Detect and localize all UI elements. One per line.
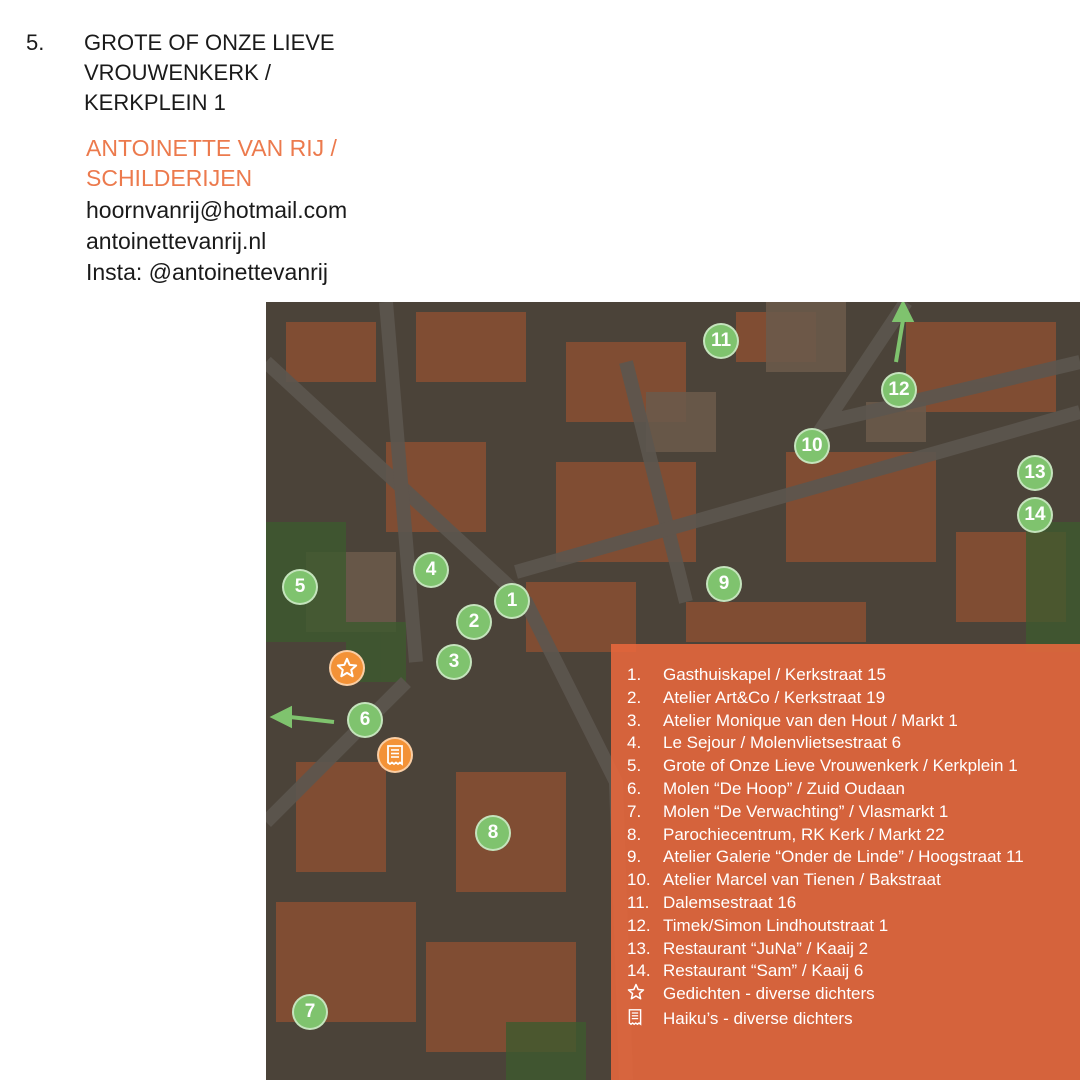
legend-number: 7. [627,801,642,821]
legend-item [627,732,1024,755]
entry-number: 5. [26,30,45,55]
map-marker-9[interactable]: 9 [706,566,742,602]
aerial-map [266,302,1080,1080]
map-marker-6[interactable]: 6 [347,702,383,738]
legend-number: 11. [627,892,650,912]
legend-item [627,755,1024,778]
map-marker-10[interactable]: 10 [794,428,830,464]
star-icon [627,983,663,1008]
legend-item [627,710,1024,733]
legend-number: 12. [627,915,651,935]
legend-label: Haiku’s - diverse dichters [663,1008,853,1028]
website-link[interactable]: antoinettevanrij.nl [86,228,267,254]
map-marker-1[interactable]: 1 [494,583,530,619]
entry-title-line: VROUWENKERK / [84,60,272,85]
legend-label: Parochiecentrum, RK Kerk / Markt 22 [663,824,945,844]
legend-number: 4. [627,733,642,753]
star-icon [336,657,358,679]
map-marker-5[interactable]: 5 [282,569,318,605]
legend-number: 1. [627,665,642,684]
legend-label: Restaurant “Sam” / Kaaij 6 [663,961,864,981]
artist-name-line: ANTOINETTE VAN RIJ / [86,135,337,161]
legend-label: Molen “De Verwachting” / Vlasmarkt 1 [663,801,949,821]
legend-item [627,687,1024,710]
legend-item-haiku [627,1008,1024,1033]
legend-number: 14. [627,961,651,981]
legend-item [627,960,1024,983]
legend-label: Gedichten - diverse dichters [663,984,875,1004]
legend-item [627,846,1024,869]
legend-item [627,938,1024,961]
legend-item [627,801,1024,824]
legend-label: Le Sejour / Molenvlietsestraat 6 [663,733,902,753]
legend-label: Atelier Art&Co / Kerkstraat 19 [663,687,886,707]
legend-item [627,892,1024,915]
legend-label: Atelier Marcel van Tienen / Bakstraat [663,870,941,890]
legend-item [627,824,1024,847]
map-marker-3[interactable]: 3 [436,644,472,680]
poems-marker[interactable] [329,650,365,686]
legend-number: 10. [627,870,651,890]
legend-item [627,915,1024,938]
map-marker-14[interactable]: 14 [1017,497,1053,533]
legend-item [627,664,1024,687]
map-marker-11[interactable]: 11 [703,323,739,359]
map-marker-4[interactable]: 4 [413,552,449,588]
legend-number: 9. [627,847,642,867]
legend-item-poems [627,983,1024,1008]
entry-title [84,28,384,118]
legend-label: Atelier Galerie “Onder de Linde” / Hoogstraat 11 [663,847,1024,867]
receipt-icon [627,1008,663,1033]
contact-info [86,195,347,288]
legend-item [627,778,1024,801]
legend-number: 3. [627,710,642,730]
artist-name [86,133,337,193]
email-link[interactable]: hoornvanrij@hotmail.com [86,197,348,223]
legend-label: Atelier Monique van den Hout / Markt 1 [663,710,958,730]
map-marker-8[interactable]: 8 [475,815,511,851]
legend-list [627,664,1024,1033]
map-legend [611,644,1080,1080]
legend-item [627,869,1024,892]
legend-label: Dalemsestraat 16 [663,892,797,912]
map-marker-2[interactable]: 2 [456,604,492,640]
map-marker-12[interactable]: 12 [881,372,917,408]
legend-label: Gasthuiskapel / Kerkstraat 15 [663,665,887,684]
artist-name-line: SCHILDERIJEN [86,165,253,191]
legend-label: Restaurant “JuNa” / Kaaij 2 [663,938,869,958]
legend-number: 5. [627,756,642,776]
map-marker-13[interactable]: 13 [1017,455,1053,491]
instagram-handle[interactable]: Insta: @antoinettevanrij [86,259,328,285]
legend-number: 2. [627,687,642,707]
receipt-icon [385,744,405,766]
map-marker-7[interactable]: 7 [292,994,328,1030]
legend-number: 6. [627,778,642,798]
legend-number: 8. [627,824,642,844]
legend-label: Molen “De Hoop” / Zuid Oudaan [663,778,905,798]
legend-number: 13. [627,938,651,958]
haiku-marker[interactable] [377,737,413,773]
legend-label: Grote of Onze Lieve Vrouwenkerk / Kerkplein 1 [663,756,1018,776]
entry-title-line: KERKPLEIN 1 [84,90,226,115]
legend-label: Timek/Simon Lindhoutstraat 1 [663,915,889,935]
entry-title-line: GROTE OF ONZE LIEVE [84,30,335,55]
